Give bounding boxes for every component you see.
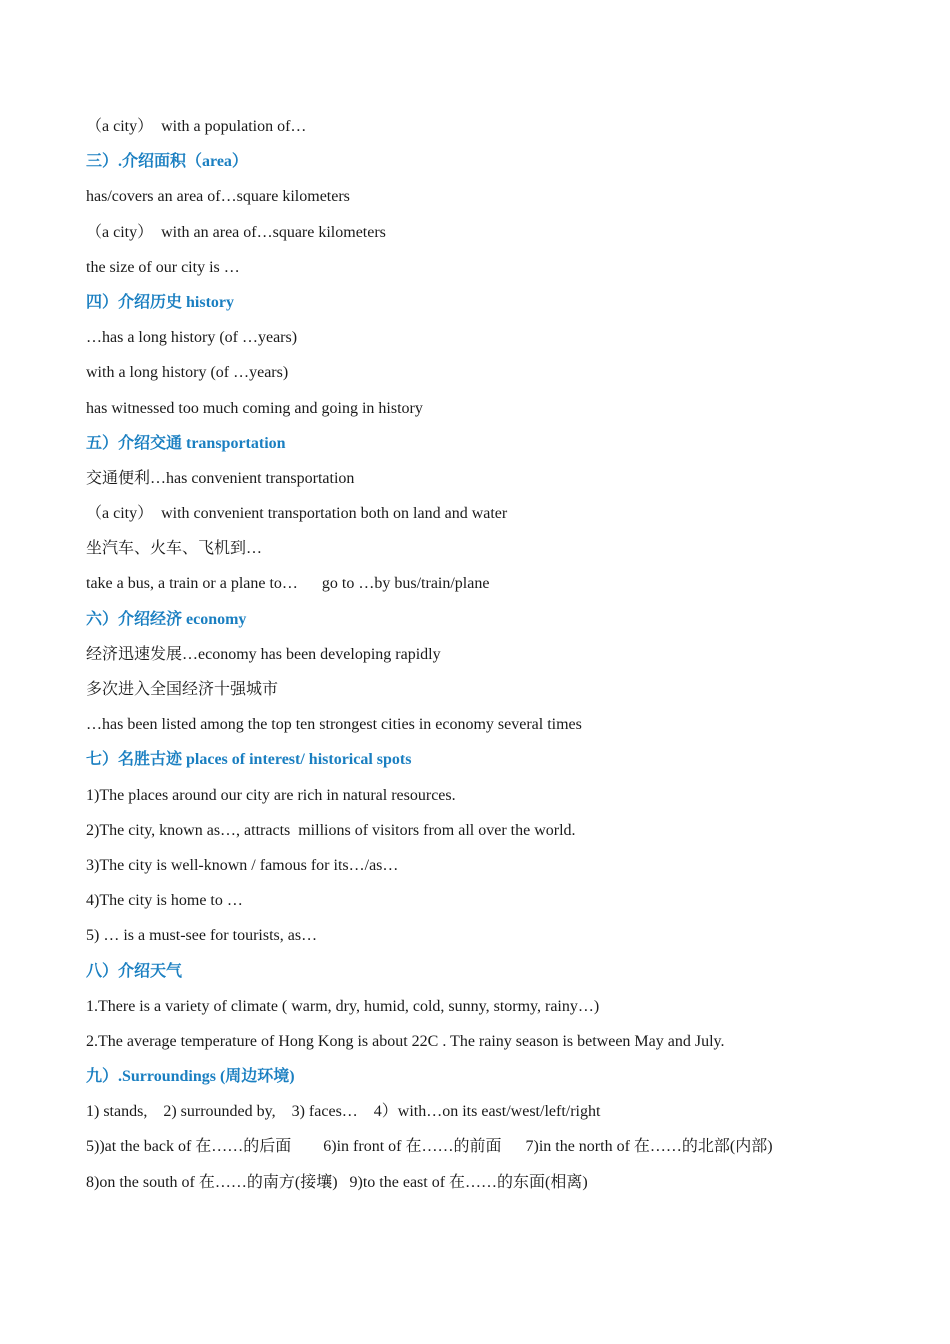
text-line: 1)The places around our city are rich in natural resources. — [86, 786, 456, 804]
text-line: take a bus, a train or a plane to… go to …by bus/train/plane — [86, 575, 490, 593]
section-heading: 三）.介绍面积（area） — [86, 153, 248, 171]
text-line: 多次进入全国经济十强城市 — [86, 681, 279, 698]
section-heading: 七）名胜古迹 places of interest/ historical spots — [86, 751, 412, 769]
text-line: 4)The city is home to … — [86, 892, 243, 910]
text-line: 3)The city is well-known / famous for its…/as… — [86, 856, 399, 874]
text-line: 5) … is a must-see for tourists, as… — [86, 927, 318, 945]
section-heading: 五）介绍交通 transportation — [86, 434, 286, 452]
text-line: 1.There is a variety of climate ( warm, dry, humid, cold, sunny, stormy, rainy…) — [86, 997, 600, 1015]
text-line: …has a long history (of …years) — [86, 329, 298, 347]
text-line: 1) stands, 2) surrounded by, 3) faces… 4）with…on its east/west/left/right — [86, 1103, 601, 1121]
text-line: has/covers an area of…square kilometers — [86, 188, 350, 206]
document-body — [86, 112, 886, 1203]
text-line: 经济迅速发展…economy has been developing rapidly — [86, 645, 441, 663]
text-line: （a city） with convenient transportation both on land and water — [86, 505, 508, 523]
section-heading: 八）介绍天气 — [86, 962, 183, 980]
section-heading: 九）.Surroundings (周边环境) — [86, 1068, 295, 1086]
text-line: 交通便利…has convenient transportation — [86, 469, 355, 487]
text-line: …has been listed among the top ten strongest cities in economy several times — [86, 716, 582, 734]
text-line: the size of our city is … — [86, 258, 240, 276]
section-heading: 四）介绍历史 history — [86, 293, 235, 311]
text-line: （a city） with a population of… — [86, 118, 307, 135]
text-line: 坐汽车、火车、飞机到… — [86, 540, 263, 558]
text-line: 5))at the back of 在……的后面 6)in front of 在……的前面 7)in the north of 在……的北部(内部) — [86, 1138, 773, 1156]
text-line: 2.The average temperature of Hong Kong is about 22C . The rainy season is between May and July. — [86, 1032, 725, 1050]
text-line: has witnessed too much coming and going in history — [86, 399, 423, 417]
text-line: with a long history (of …years) — [86, 364, 289, 382]
text-line: 2)The city, known as…, attracts millions of visitors from all over the world. — [86, 821, 576, 839]
section-heading: 六）介绍经济 economy — [86, 610, 247, 628]
text-line: 8)on the south of 在……的南方(接壤) 9)to the east of 在……的东面(相离) — [86, 1173, 588, 1191]
text-line: （a city） with an area of…square kilometers — [86, 223, 386, 241]
